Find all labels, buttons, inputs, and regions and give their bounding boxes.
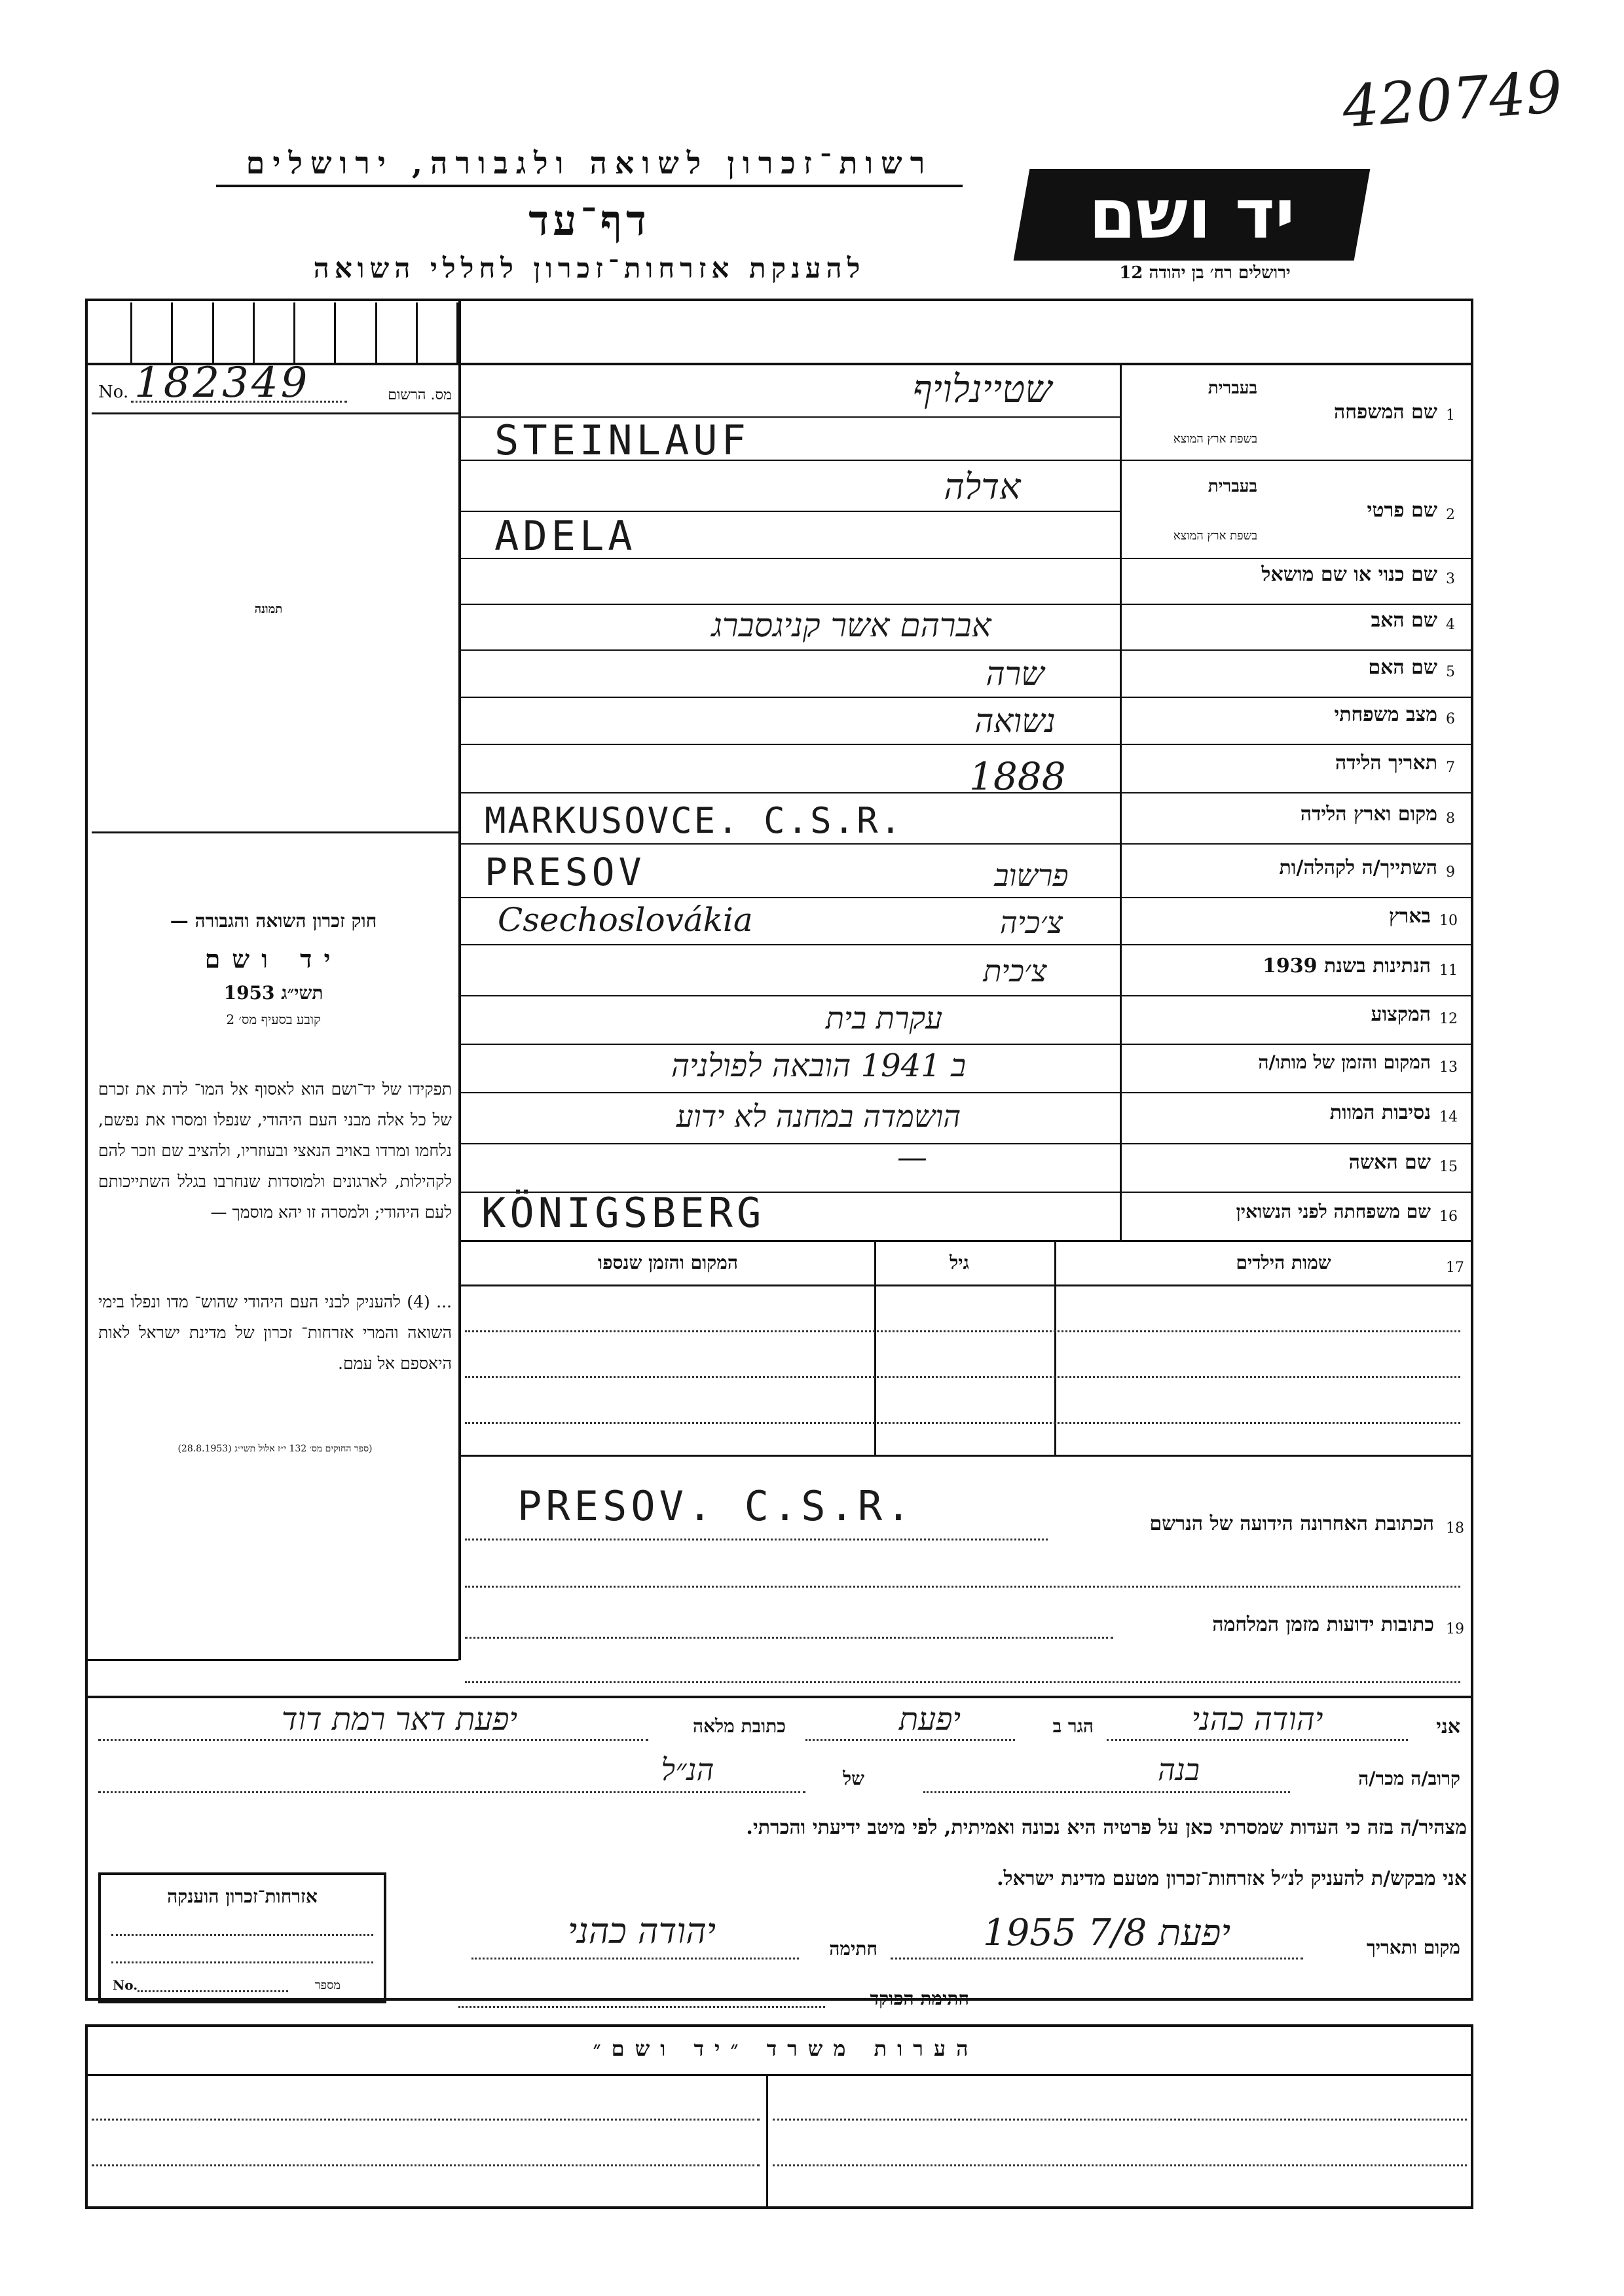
field-10-value-latin: Csechoslovákia — [498, 901, 753, 939]
field-6-number: 6 — [1446, 711, 1455, 727]
field-11-number: 11 — [1439, 962, 1458, 979]
field-9-value-hebrew: פרשוב — [994, 858, 1069, 893]
field-5-value: שרה — [986, 655, 1044, 693]
field-10-number: 10 — [1439, 913, 1458, 929]
citizenship-box-title: אזרחות־זכרון הוענקה — [167, 1886, 318, 1907]
field-4-label: שם האב — [1371, 609, 1437, 632]
field-6-label: מצב משפחתי — [1334, 703, 1437, 726]
authority-name: רשות־זכרון לשואה ולגבורה, ירושלים — [216, 145, 963, 187]
field-12-number: 12 — [1439, 1011, 1458, 1027]
field-1-value-hebrew: שטיינלויף — [912, 367, 1052, 411]
children-header-names: שמות הילדים — [1236, 1252, 1331, 1273]
field-5-label: שם האם — [1368, 656, 1437, 679]
field-15-label: שם האשה — [1348, 1151, 1431, 1174]
field-11-label: הנתינות בשנת 1939 — [1262, 955, 1431, 977]
field-5-number: 5 — [1446, 664, 1455, 680]
law-title: חוק זכרון השואה והגבורה — — [170, 910, 377, 932]
field-13-value: ב 1941 הובאה לפולניה — [671, 1048, 967, 1084]
registration-label: מס. הרשום — [388, 387, 452, 403]
law-text-2: ... (4) להעניק לבני העם היהודי שהוש־ מדו ונפלו בימי השואה והמרי אזרחות־ זכרון של מדינת ישראל לאות היאספם אל עמם. — [98, 1292, 452, 1373]
citizenship-number-label: מספר — [314, 1978, 341, 1992]
relative-label: קרוב/ה מכר/ה — [1358, 1768, 1460, 1789]
place-date-label: מקום ותאריך — [1366, 1937, 1460, 1958]
law-year: תשי״ג 1953 — [223, 982, 323, 1004]
full-address-value: יפעת דאר רמת דוד — [281, 1701, 518, 1738]
field-8-value: MARKUSOVCE. C.S.R. — [485, 800, 904, 841]
field-2-label: שם פרטי — [1367, 499, 1437, 522]
officer-signature-label: חתימת הפוקד — [870, 1988, 969, 2009]
field-18-number: 18 — [1446, 1520, 1464, 1537]
declaration-statement-1: מצהיר/ה בזה כי העדות שמסרתי כאן על פרטיה היא נכונה ואמיתית, לפי מיטב ידיעתי והכרתי. — [746, 1816, 1467, 1839]
field-1-value-latin: STEINLAUF — [494, 416, 750, 464]
signature-value: יהודה כהני — [567, 1910, 716, 1952]
field-12-label: המקצוע — [1371, 1003, 1431, 1026]
law-name: יד ושם — [204, 944, 342, 974]
field-15-number: 15 — [1439, 1159, 1458, 1175]
children-header-place: המקום והזמן שנספו — [598, 1252, 738, 1273]
field-14-value: הושמדה במחנה לא ידוע — [676, 1099, 961, 1134]
field-7-number: 7 — [1446, 759, 1455, 776]
field-8-number: 8 — [1446, 811, 1455, 827]
field-15-value: — — [897, 1139, 927, 1175]
law-clause: קובע בסעיף מס׳ 2 — [226, 1011, 321, 1027]
citizenship-no-prefix: No. — [113, 1977, 138, 1993]
field-7-value: 1888 — [969, 754, 1066, 799]
relation-value: בנה — [1157, 1752, 1200, 1787]
field-18-label: הכתובת האחרונה הידועה של הנרשם — [1149, 1512, 1434, 1535]
field-16-value: KÖNIGSBERG — [481, 1189, 766, 1237]
address-line: ירושלים רח׳ בן יהודה 12 — [1119, 263, 1291, 283]
law-text: תפקידו של יד־ושם הוא לאסוף אל המו־ לדת את זכרם של כל אלה מבני העם היהודי, שנפלו ומסרו את נפשם, נלחמו ומרדו באויב הנאצי ובעוזריו, ולהציב שם וזכר להם לקהילות, לארגונים ולמוסדות שנחרבו בגלל השתייכותם לעם היהודי; ולמסרה זו יהא מוסמך — — [98, 1080, 452, 1222]
field-8-label: מקום וארץ הלידה — [1300, 803, 1437, 826]
registry-boxes — [92, 302, 458, 363]
photo-placeholder-label: תמונה — [254, 602, 283, 616]
notes-frame — [85, 2024, 1473, 2209]
field-16-number: 16 — [1439, 1209, 1458, 1225]
field-17-number: 17 — [1446, 1260, 1464, 1276]
field-14-label: נסיבות המוות — [1329, 1101, 1431, 1124]
field-4-number: 4 — [1446, 617, 1455, 633]
notes-title: הערות משרד ״יד ושם״ — [593, 2036, 979, 2061]
field-13-label: המקום והזמן של מותו/ה — [1258, 1051, 1431, 1073]
field-2-value-latin: ADELA — [494, 512, 637, 560]
field-10-label: בארץ — [1388, 905, 1431, 928]
field-2-value-hebrew: אדלה — [944, 466, 1021, 507]
field-19-label: כתובות ידועות מזמן המלחמה — [1212, 1613, 1434, 1636]
field-9-number: 9 — [1446, 864, 1455, 881]
field-3-number: 3 — [1446, 571, 1455, 587]
resides-in-label: הגר ב — [1052, 1715, 1094, 1737]
field-12-value: עקרת בית — [825, 1000, 943, 1036]
field-1-number: 1 — [1446, 407, 1455, 424]
registration-no-prefix: No. — [98, 382, 129, 402]
declarant-name: יהודה כהני — [1191, 1701, 1323, 1738]
field-9-label: השתייך/ה לקהלה/ות — [1279, 856, 1437, 879]
field-18-value: PRESOV. C.S.R. — [517, 1482, 915, 1530]
signature-label: חתימה — [829, 1938, 877, 1959]
field-13-number: 13 — [1439, 1059, 1458, 1076]
field-4-value: אברהם אשר קניגסברג — [711, 606, 991, 644]
law-source: (ספר החוקים מס׳ 132 י״ז אלול תשי״ג (28.8.1953) — [177, 1444, 373, 1454]
form-title: דף־עד — [528, 196, 650, 246]
of-value: הנ״ל — [661, 1752, 714, 1787]
field-9-value-latin: PRESOV — [485, 850, 646, 894]
field-2-sub-origin: בשפת ארץ המוצא — [1173, 529, 1257, 543]
field-1-sub-hebrew: בעברית — [1208, 378, 1257, 398]
children-header-age: גיל — [950, 1252, 969, 1273]
declaration-ani: אני — [1436, 1715, 1460, 1738]
archive-number: 420749 — [1340, 58, 1565, 141]
field-6-value: נשואה — [974, 702, 1056, 740]
full-address-label: כתובת מלאה — [692, 1715, 786, 1737]
field-10-value-hebrew: צ׳כיה — [999, 905, 1063, 940]
declaration-statement-2: אני מבקש/ת להעניק לנ״ל אזרחות־זכרון מטעם מדינת ישראל. — [997, 1867, 1467, 1890]
of-label: של — [843, 1768, 864, 1789]
place-date-value: יפעת 7/8 1955 — [982, 1912, 1231, 1954]
logo-text: יד ושם — [1088, 174, 1295, 254]
field-2-number: 2 — [1446, 507, 1455, 523]
field-14-number: 14 — [1439, 1109, 1458, 1125]
field-2-sub-hebrew: בעברית — [1208, 477, 1257, 496]
form-subtitle: להענקת אזרחות־זכרון לחללי השואה — [313, 252, 866, 284]
field-1-sub-origin: בשפת ארץ המוצא — [1173, 432, 1257, 446]
field-7-label: תאריך הלידה — [1335, 752, 1437, 774]
field-1-label: שם המשפחה — [1333, 401, 1437, 424]
field-11-value: צ׳כית — [983, 953, 1047, 989]
field-19-number: 19 — [1446, 1621, 1464, 1637]
field-16-label: שם משפחתה לפני הנשואין — [1236, 1201, 1431, 1222]
resides-city: יפעת — [898, 1701, 961, 1738]
registration-number: 182349 — [134, 359, 310, 407]
field-3-label: שם כנוי או שם מושאל — [1261, 563, 1437, 586]
